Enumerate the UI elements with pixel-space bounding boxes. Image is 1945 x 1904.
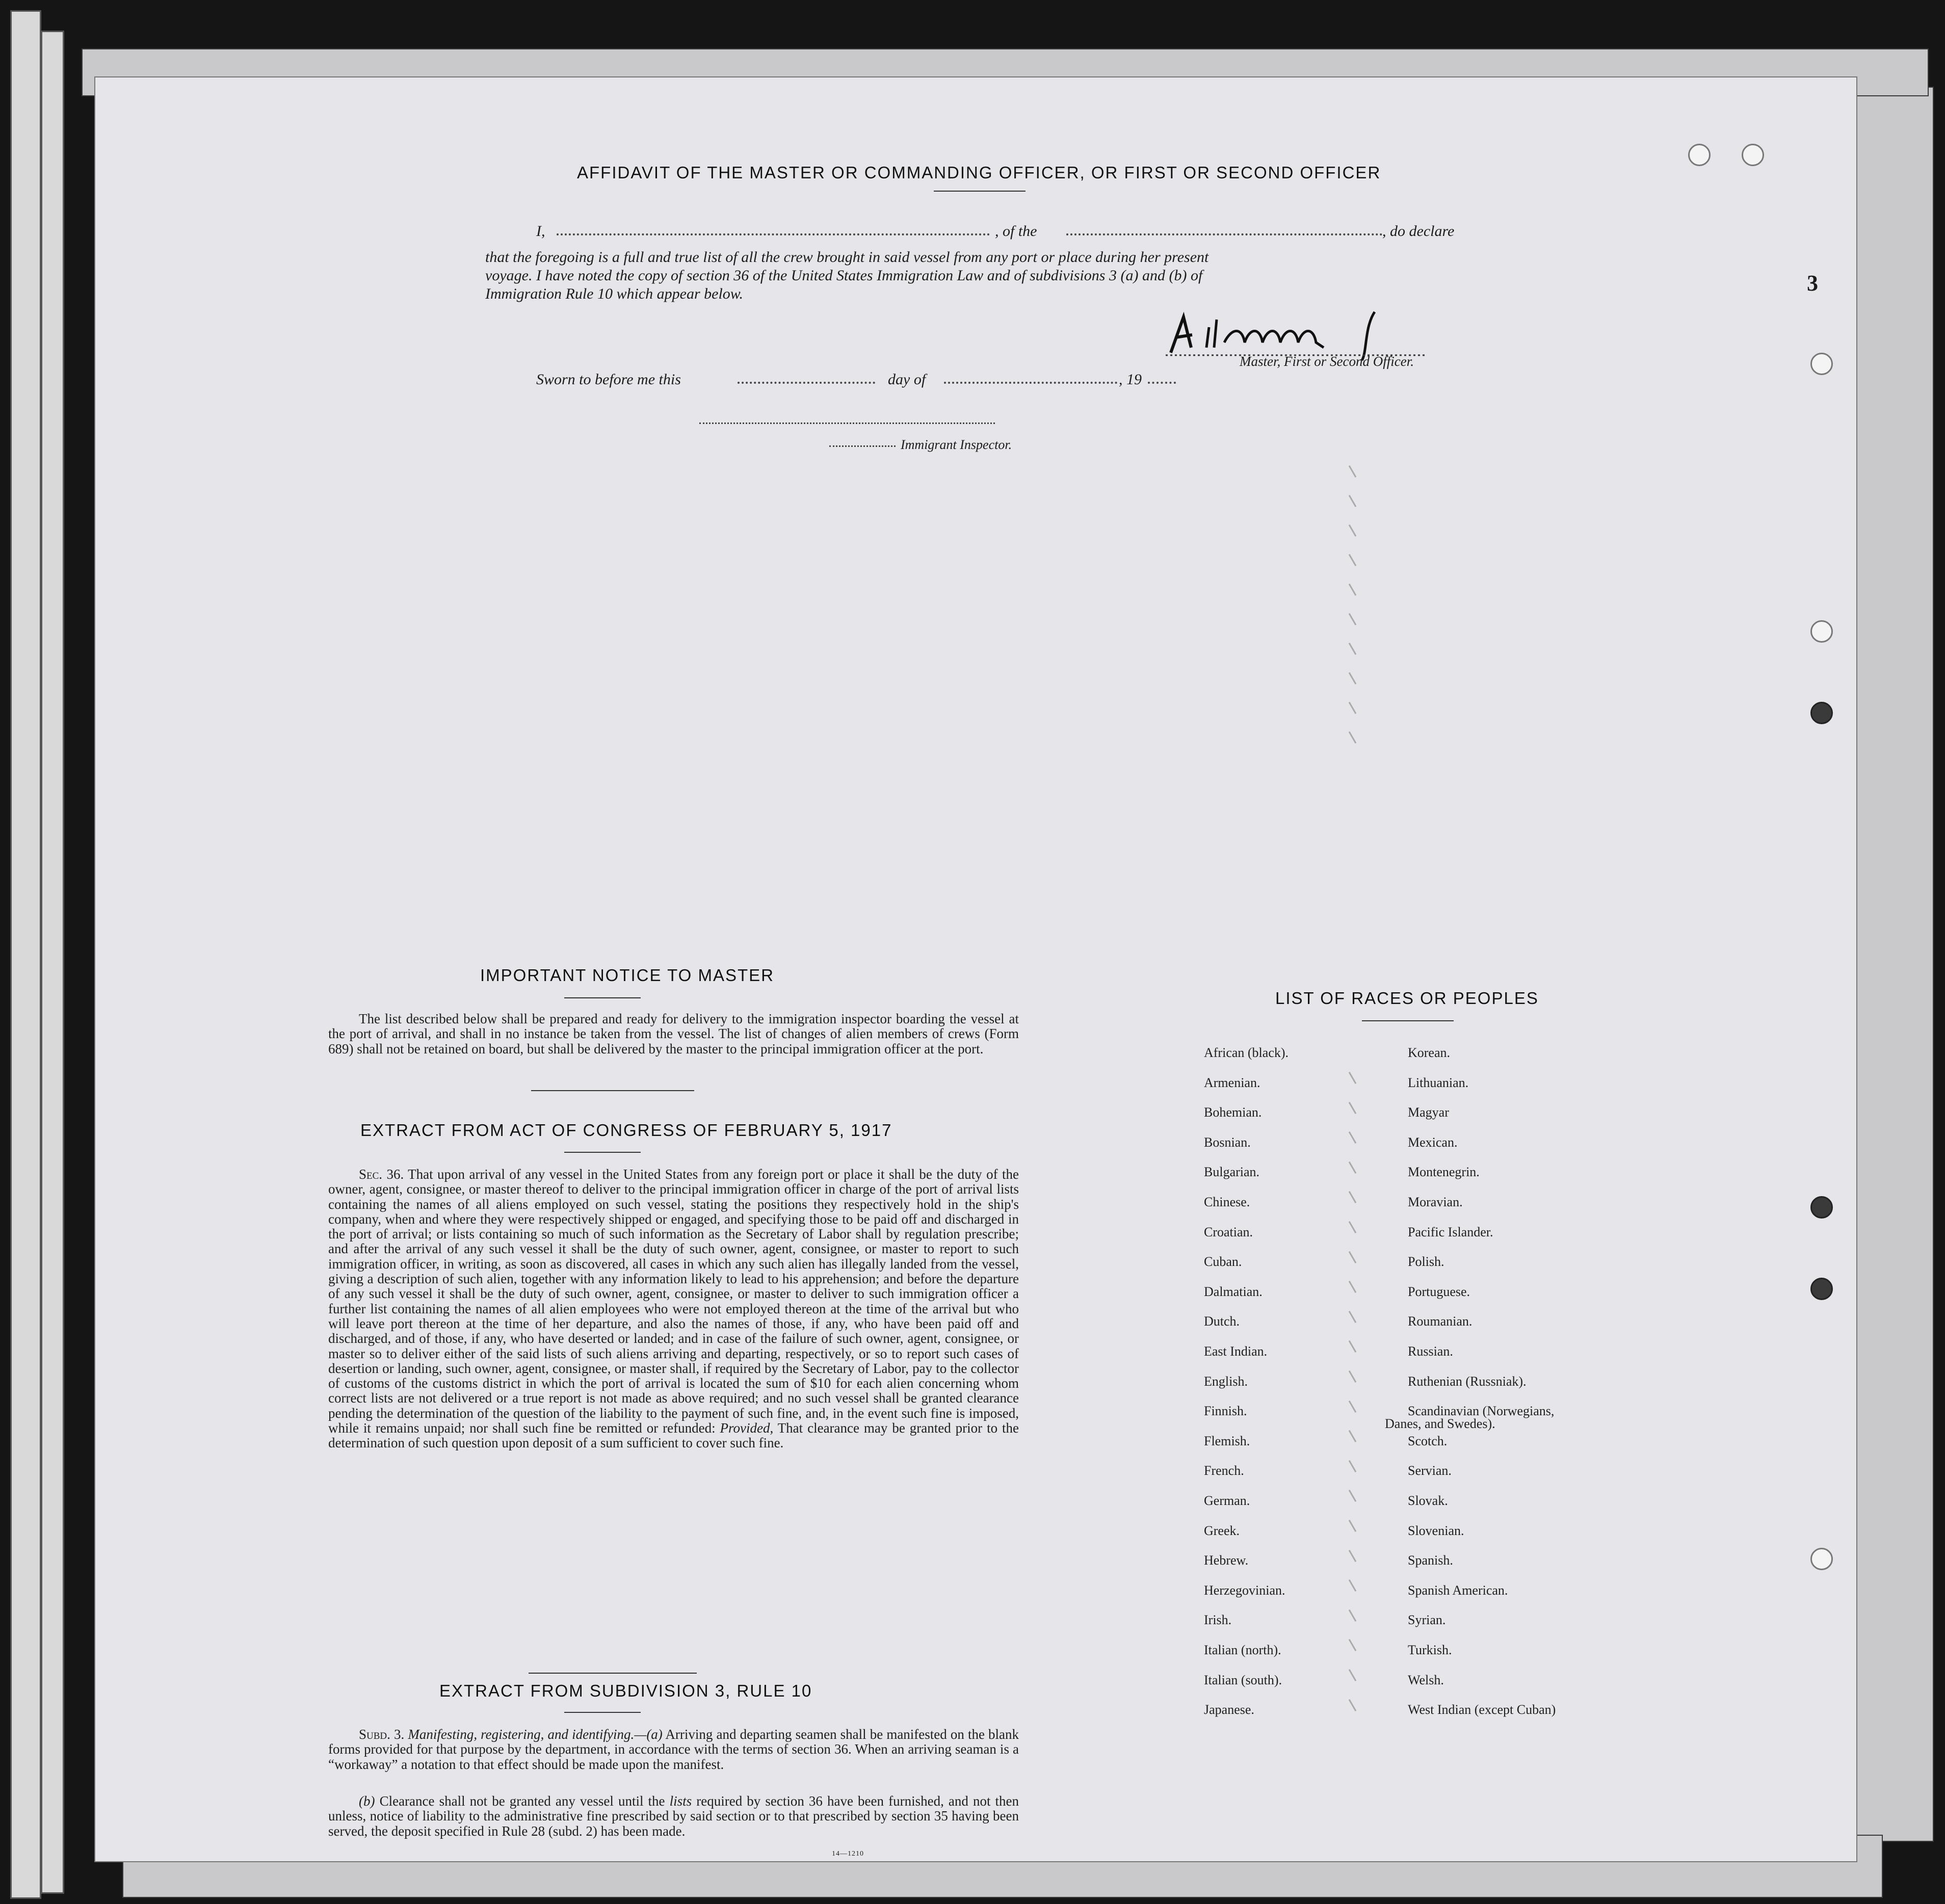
page-number: 3	[1807, 271, 1818, 296]
inspector-name-field[interactable]	[829, 445, 896, 447]
check-mark	[1349, 495, 1357, 507]
race-right-item: West Indian (except Cuban)	[1408, 1702, 1556, 1717]
binder-hole	[1810, 353, 1833, 375]
rule-subd-lead: Subd. 3.	[359, 1727, 405, 1742]
check-mark	[1349, 1669, 1357, 1681]
signature-caption: Master, First or Second Officer.	[1240, 354, 1414, 369]
notice-title-rule	[564, 997, 641, 998]
check-mark	[1349, 1400, 1357, 1413]
race-right-item: Scandinavian (Norwegians,	[1408, 1404, 1555, 1419]
binder-hole	[1810, 1196, 1833, 1219]
affidavit-vessel-field[interactable]	[1066, 233, 1382, 235]
manifest-page	[94, 76, 1857, 1862]
race-right-item: Pacific Islander.	[1408, 1224, 1493, 1239]
race-right-item: Slovak.	[1408, 1493, 1448, 1508]
races-scandinavian-continuation: Danes, and Swedes).	[1385, 1416, 1495, 1431]
binder-hole	[1688, 144, 1711, 166]
check-mark	[1349, 1340, 1357, 1353]
check-mark	[1349, 643, 1357, 655]
race-left-item: English.	[1204, 1373, 1248, 1389]
binder-hole	[1810, 1548, 1833, 1570]
race-left-item: Irish.	[1204, 1612, 1232, 1628]
affidavit-line1-i: I,	[536, 223, 545, 240]
act-title: EXTRACT FROM ACT OF CONGRESS OF FEBRUARY 5, 1917	[360, 1121, 892, 1140]
act-title-rule	[564, 1152, 641, 1153]
race-left-item: Hebrew.	[1204, 1553, 1249, 1568]
sworn-year-field[interactable]	[1148, 382, 1176, 384]
race-right-item: Turkish.	[1408, 1643, 1452, 1657]
binder-strip-inner	[41, 31, 64, 1894]
race-right-item: Russian.	[1408, 1344, 1453, 1359]
check-mark	[1349, 1639, 1357, 1651]
check-mark	[1349, 1699, 1357, 1711]
race-left-item: Flemish.	[1204, 1433, 1250, 1448]
race-left-item: French.	[1204, 1463, 1244, 1478]
race-right-item: Polish.	[1408, 1254, 1444, 1270]
race-left-item: Japanese.	[1204, 1702, 1254, 1717]
check-mark	[1349, 1102, 1357, 1114]
act-text	[328, 1167, 1019, 1451]
race-right-item: Lithuanian.	[1408, 1075, 1469, 1090]
inspector-signature-field[interactable]	[699, 422, 995, 424]
notice-separator	[531, 1090, 694, 1091]
rule-para-a-marker: —(a)	[634, 1727, 663, 1742]
binder-hole	[1742, 144, 1764, 166]
check-mark	[1349, 584, 1357, 596]
check-mark	[1349, 702, 1357, 714]
check-mark	[1349, 1609, 1357, 1622]
form-code: 14—1210	[832, 1850, 864, 1858]
race-left-item: Greek.	[1204, 1523, 1240, 1538]
race-right-item: Spanish American.	[1408, 1582, 1508, 1598]
check-mark	[1349, 554, 1357, 566]
affidavit-of-the-label: , of the	[995, 223, 1037, 240]
race-left-item: Croatian.	[1204, 1224, 1253, 1239]
check-mark	[1349, 1161, 1357, 1174]
check-mark	[1349, 1430, 1357, 1442]
race-left-item: Bosnian.	[1204, 1134, 1251, 1150]
race-left-item: Italian (north).	[1204, 1643, 1281, 1657]
rule-para-b-rest: required by section 36 have been furnished, and not then unless, notice of liability to the administrative fine prescribed by said section or to that prescribed by section 35 having been served, the deposit specified in Rule 28 (subd. 2) has been made.	[328, 1793, 1019, 1839]
races-title: LIST OF RACES OR PEOPLES	[1275, 989, 1539, 1008]
check-mark	[1349, 1550, 1357, 1562]
sworn-month-field[interactable]	[944, 382, 1117, 384]
race-right-item: Spanish.	[1408, 1553, 1453, 1568]
rule-para-a	[328, 1727, 1019, 1772]
act-proviso-body: That clearance may be granted prior to the determination of such question upon deposit of a sum sufficient to cover such fine.	[328, 1420, 1019, 1451]
rule-para-b	[328, 1794, 1019, 1839]
binder-hole	[1810, 1278, 1833, 1300]
check-mark	[1349, 1251, 1357, 1263]
race-right-item: Scotch.	[1408, 1433, 1448, 1448]
act-proviso-label: Provided,	[720, 1420, 774, 1436]
rule-title-rule	[564, 1712, 641, 1713]
sworn-label: Sworn to before me this	[536, 371, 681, 388]
affidavit-declare-label: , do declare	[1382, 223, 1455, 240]
race-left-item: Armenian.	[1204, 1075, 1260, 1090]
check-mark	[1349, 731, 1357, 744]
race-right-item: Servian.	[1408, 1463, 1452, 1478]
binder-strip-left	[10, 10, 41, 1899]
check-mark	[1349, 1311, 1357, 1323]
affidavit-title-rule	[934, 191, 1026, 192]
check-mark	[1349, 1131, 1357, 1144]
check-mark	[1349, 1460, 1357, 1472]
check-mark	[1349, 1370, 1357, 1383]
race-right-item: Magyar	[1408, 1105, 1449, 1120]
check-mark	[1349, 613, 1357, 625]
rule-para-b-start: Clearance shall not be granted any vessel until the	[379, 1793, 665, 1809]
check-mark	[1349, 524, 1357, 537]
race-right-item: Ruthenian (Russniak).	[1408, 1373, 1527, 1389]
race-left-item: Bohemian.	[1204, 1105, 1262, 1120]
rule-subd-heading: Manifesting, registering, and identifying.	[408, 1727, 635, 1742]
race-left-item: Chinese.	[1204, 1195, 1250, 1209]
check-mark	[1349, 465, 1357, 478]
race-left-item: Finnish.	[1204, 1404, 1247, 1419]
check-mark	[1349, 672, 1357, 684]
race-left-item: African (black).	[1204, 1045, 1289, 1060]
affidavit-title: AFFIDAVIT OF THE MASTER OR COMMANDING OFFICER, OR FIRST OR SECOND OFFICER	[577, 163, 1381, 182]
check-mark	[1349, 1490, 1357, 1502]
notice-text-body: The list described below shall be prepared and ready for delivery to the immigration inspector boarding the vessel at the port of arrival, and shall in no instance be taken from the vessel. The list of changes of alien members of crews (Form 689) shall not be retained on board, but shall be delivered by the master to the principal immigration officer at the port.	[328, 1011, 1019, 1056]
year-label: , 19	[1119, 371, 1142, 388]
race-left-item: Dutch.	[1204, 1314, 1240, 1329]
race-left-item: Cuban.	[1204, 1254, 1242, 1270]
race-left-item: Herzegovinian.	[1204, 1582, 1285, 1598]
race-left-item: Italian (south).	[1204, 1672, 1282, 1687]
act-section-body: That upon arrival of any vessel in the United States from any foreign port or place it shall be the duty of the owner, agent, consignee, or master thereof to deliver to the principal immigration officer in charge of the port of arrival lists containing the names of all aliens employed on such vessel, stating the positions they respectively hold in the ship's company, when and where they were respectively shipped or engaged, and specifying those to be paid off and discharged in the port of arrival; or lists containing so much of such information as the Secretary of Labor shall by regulation prescribe; and after the arrival of any such vessel it shall be the duty of such owner, agent, consignee, or master to report to such immigration officer, in writing, as soon as discovered, all cases in which any such alien has illegally landed from the vessel, giving a description of such alien, together with any information likely to lead to his apprehension; and before the departure of any such vessel it shall be the duty of such owner, agent, consignee, or master to deliver to such immigration officer a further list containing the names of all alien employees who were not employed thereon at the time of the arrival but who will leave port thereon at the time of her departure, and also the names of those, if any, who have been paid off and discharged, and of those, if any, who have deserted or landed; and in case of the failure of such owner, agent, consignee, or master so to deliver either of the said lists of such aliens arriving and departing, respectively, or so to report such cases of desertion or landing, such owner, agent, consignee, or master shall, if required by the Secretary of Labor, pay to the collector of customs of the customs district in which the port of arrival is located the sum of $10 for each alien concerning whom correct lists are not delivered or a true report is not made as above required; and no such vessel shall be granted clearance pending the determination of the question of the liability to the payment of such fine, and, in the event such fine is imposed, while it remains unpaid; nor shall such fine be remitted or refunded:	[328, 1167, 1019, 1436]
affidavit-line3: voyage. I have noted the copy of section 36 of the United States Immigration Law and of subdivisions 3 (a) and (b) of	[485, 267, 1203, 284]
check-mark	[1349, 1281, 1357, 1293]
act-section-lead: Sec. 36.	[359, 1167, 404, 1182]
affidavit-line4: Immigration Rule 10 which appear below.	[485, 285, 744, 302]
inspector-label: Immigrant Inspector.	[901, 437, 1012, 452]
race-right-item: Slovenian.	[1408, 1523, 1464, 1538]
race-right-item: Welsh.	[1408, 1672, 1444, 1687]
race-right-item: Moravian.	[1408, 1195, 1463, 1209]
day-of-label: day of	[888, 371, 926, 388]
race-left-item: Dalmatian.	[1204, 1284, 1263, 1299]
race-right-item: Roumanian.	[1408, 1314, 1473, 1329]
binder-hole	[1810, 620, 1833, 643]
check-mark	[1349, 1072, 1357, 1084]
act-separator	[529, 1673, 697, 1674]
race-right-item: Syrian.	[1408, 1612, 1446, 1628]
affidavit-line2: that the foregoing is a full and true list of all the crew brought in said vessel from any port or place during her present	[485, 249, 1209, 266]
sworn-day-field[interactable]	[738, 382, 875, 384]
race-right-item: Portuguese.	[1408, 1284, 1470, 1299]
race-left-item: Bulgarian.	[1204, 1165, 1260, 1180]
rule-para-b-marker: (b)	[359, 1793, 375, 1809]
notice-title: IMPORTANT NOTICE TO MASTER	[480, 966, 775, 985]
race-left-item: East Indian.	[1204, 1344, 1268, 1359]
check-mark	[1349, 1221, 1357, 1233]
check-mark	[1349, 1579, 1357, 1592]
race-right-item: Montenegrin.	[1408, 1165, 1480, 1180]
race-left-item: German.	[1204, 1493, 1250, 1508]
rule-title: EXTRACT FROM SUBDIVISION 3, RULE 10	[439, 1681, 812, 1700]
race-right-item: Mexican.	[1408, 1134, 1458, 1150]
race-right-item: Korean.	[1408, 1045, 1451, 1060]
binder-hole	[1810, 702, 1833, 724]
rule-para-a-text: Arriving and departing seamen shall be manifested on the blank forms provided for that purpose by the department, in accordance with the terms of section 36. When an arriving seaman is a “workaway” a notation to that effect should be made upon the manifest.	[328, 1727, 1019, 1772]
notice-text	[328, 1012, 1019, 1056]
check-mark	[1349, 1520, 1357, 1532]
rule-para-b-lists: lists	[669, 1793, 692, 1809]
races-title-rule	[1362, 1020, 1454, 1021]
check-mark	[1349, 1191, 1357, 1203]
affidavit-name-field[interactable]	[557, 233, 990, 235]
